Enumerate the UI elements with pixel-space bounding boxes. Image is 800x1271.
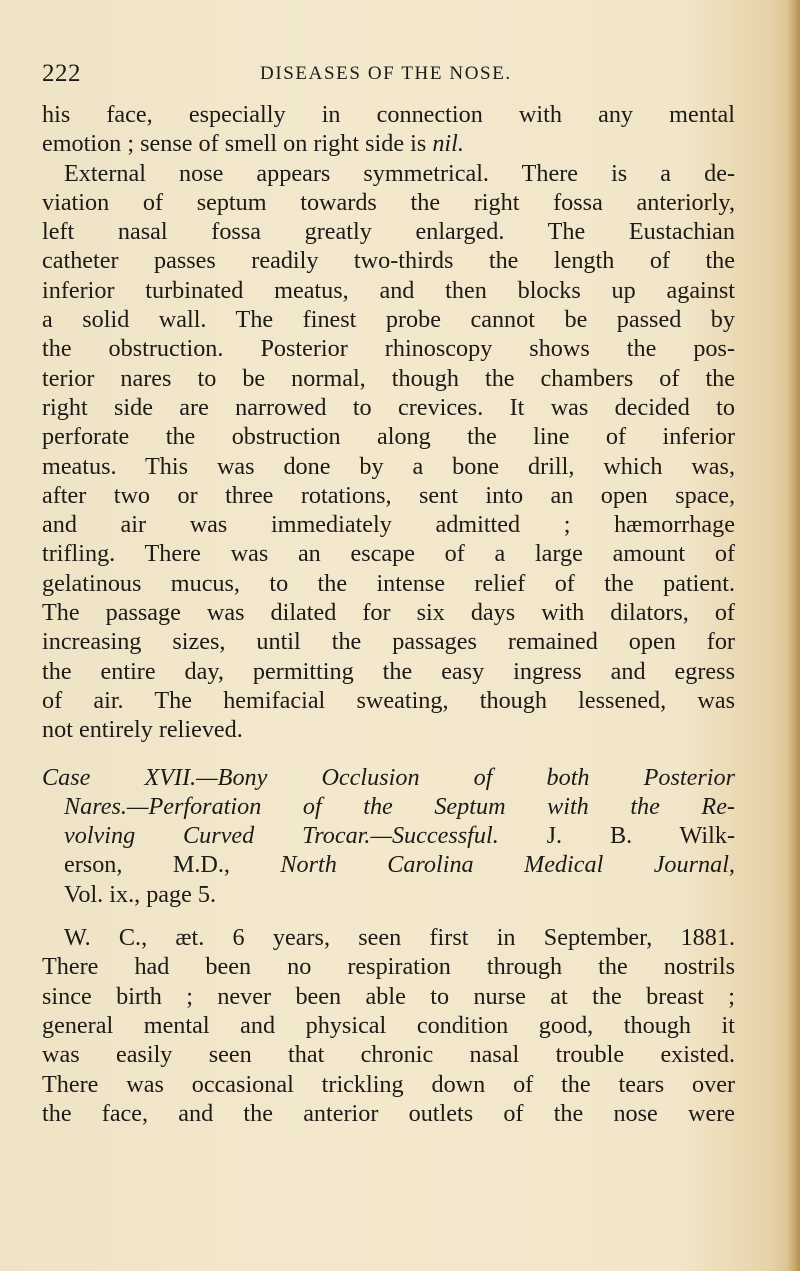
page-body: [42, 100, 735, 1128]
text-line: increasing sizes, until the passages remained open for: [42, 628, 735, 656]
text-line: trifling. There was an escape of a large amount of: [42, 540, 735, 568]
text-line: There had been no respiration through the nostrils: [42, 953, 735, 981]
text-line: meatus. This was done by a bone drill, which was,: [42, 452, 735, 480]
text-line: [42, 129, 735, 158]
case-title-cont: Nares.—Perforation of the Septum with the Re-: [64, 792, 735, 820]
page-number: 222: [42, 60, 81, 87]
text-line: of air. The hemifacial sweating, though lessened, was: [42, 686, 735, 714]
text-line: general mental and physical condition good, though it: [42, 1011, 735, 1039]
text-line: Vol. ix., page 5.: [64, 880, 217, 908]
text-line: gelatinous mucus, to the intense relief of the patient.: [42, 569, 735, 597]
text-line: the entire day, permitting the easy ingress and egress: [42, 657, 735, 685]
paragraph-3: [42, 923, 735, 1128]
italic-word: nil.: [432, 130, 464, 158]
text-line: The passage was dilated for six days with dilators, of: [42, 599, 735, 627]
text-line: the face, and the anterior outlets of the nose were: [42, 1099, 735, 1127]
case-title-cont: volving Curved Trocar.—Successful.: [64, 822, 499, 850]
text-line: his face, especially in connection with any mental: [42, 101, 735, 128]
text-line: catheter passes readily two-thirds the length of the: [42, 247, 735, 275]
text-line: [42, 850, 735, 879]
page-edge-shadow: [786, 0, 800, 1271]
page-header: [42, 60, 742, 92]
text-line: [42, 821, 735, 850]
paragraph-1: [42, 100, 735, 159]
paragraph-2: [42, 159, 735, 745]
text-line: W. C., æt. 6 years, seen first in September, 1881.: [64, 924, 735, 952]
text-line: the obstruction. Posterior rhinoscopy shows the pos-: [42, 335, 735, 363]
text-line: was easily seen that chronic nasal trouble existed.: [42, 1041, 735, 1069]
section-gap: [42, 745, 735, 763]
text-line: a solid wall. The finest probe cannot be passed by: [42, 306, 735, 334]
text-line: [42, 792, 735, 821]
case-author-cont: erson, M.D.,: [64, 851, 281, 879]
text-line: There was occasional trickling down of the tears over: [42, 1070, 735, 1098]
text-line: not entirely relieved.: [42, 716, 243, 744]
text-line: right side are narrowed to crevices. It was decided to: [42, 393, 735, 421]
text-line: viation of septum towards the right fossa anteriorly,: [42, 188, 735, 216]
text-line: and air was immediately admitted ; hæmorrhage: [42, 511, 735, 539]
text-line: [42, 763, 735, 792]
text-segment: emotion ; sense of smell on right side is: [42, 130, 433, 158]
journal-title: North Carolina Medical Journal,: [280, 851, 735, 879]
case-heading: [42, 763, 735, 909]
text-line: terior nares to be normal, though the chambers of the: [42, 364, 735, 392]
text-line: perforate the obstruction along the line of inferior: [42, 423, 735, 451]
text-line: External nose appears symmetrical. There is a de-: [64, 159, 735, 187]
case-title: Case XVII.—Bony Occlusion of both Posterior: [42, 763, 735, 791]
text-line: inferior turbinated meatus, and then blocks up against: [42, 276, 735, 304]
text-line: since birth ; never been able to nurse at the breast ;: [42, 982, 735, 1010]
case-author: J. B. Wilk-: [498, 822, 735, 850]
text-line: left nasal fossa greatly enlarged. The Eustachian: [42, 218, 735, 246]
text-line: after two or three rotations, sent into an open space,: [42, 481, 735, 509]
section-gap: [42, 909, 735, 923]
running-head: DISEASES OF THE NOSE.: [260, 63, 512, 84]
